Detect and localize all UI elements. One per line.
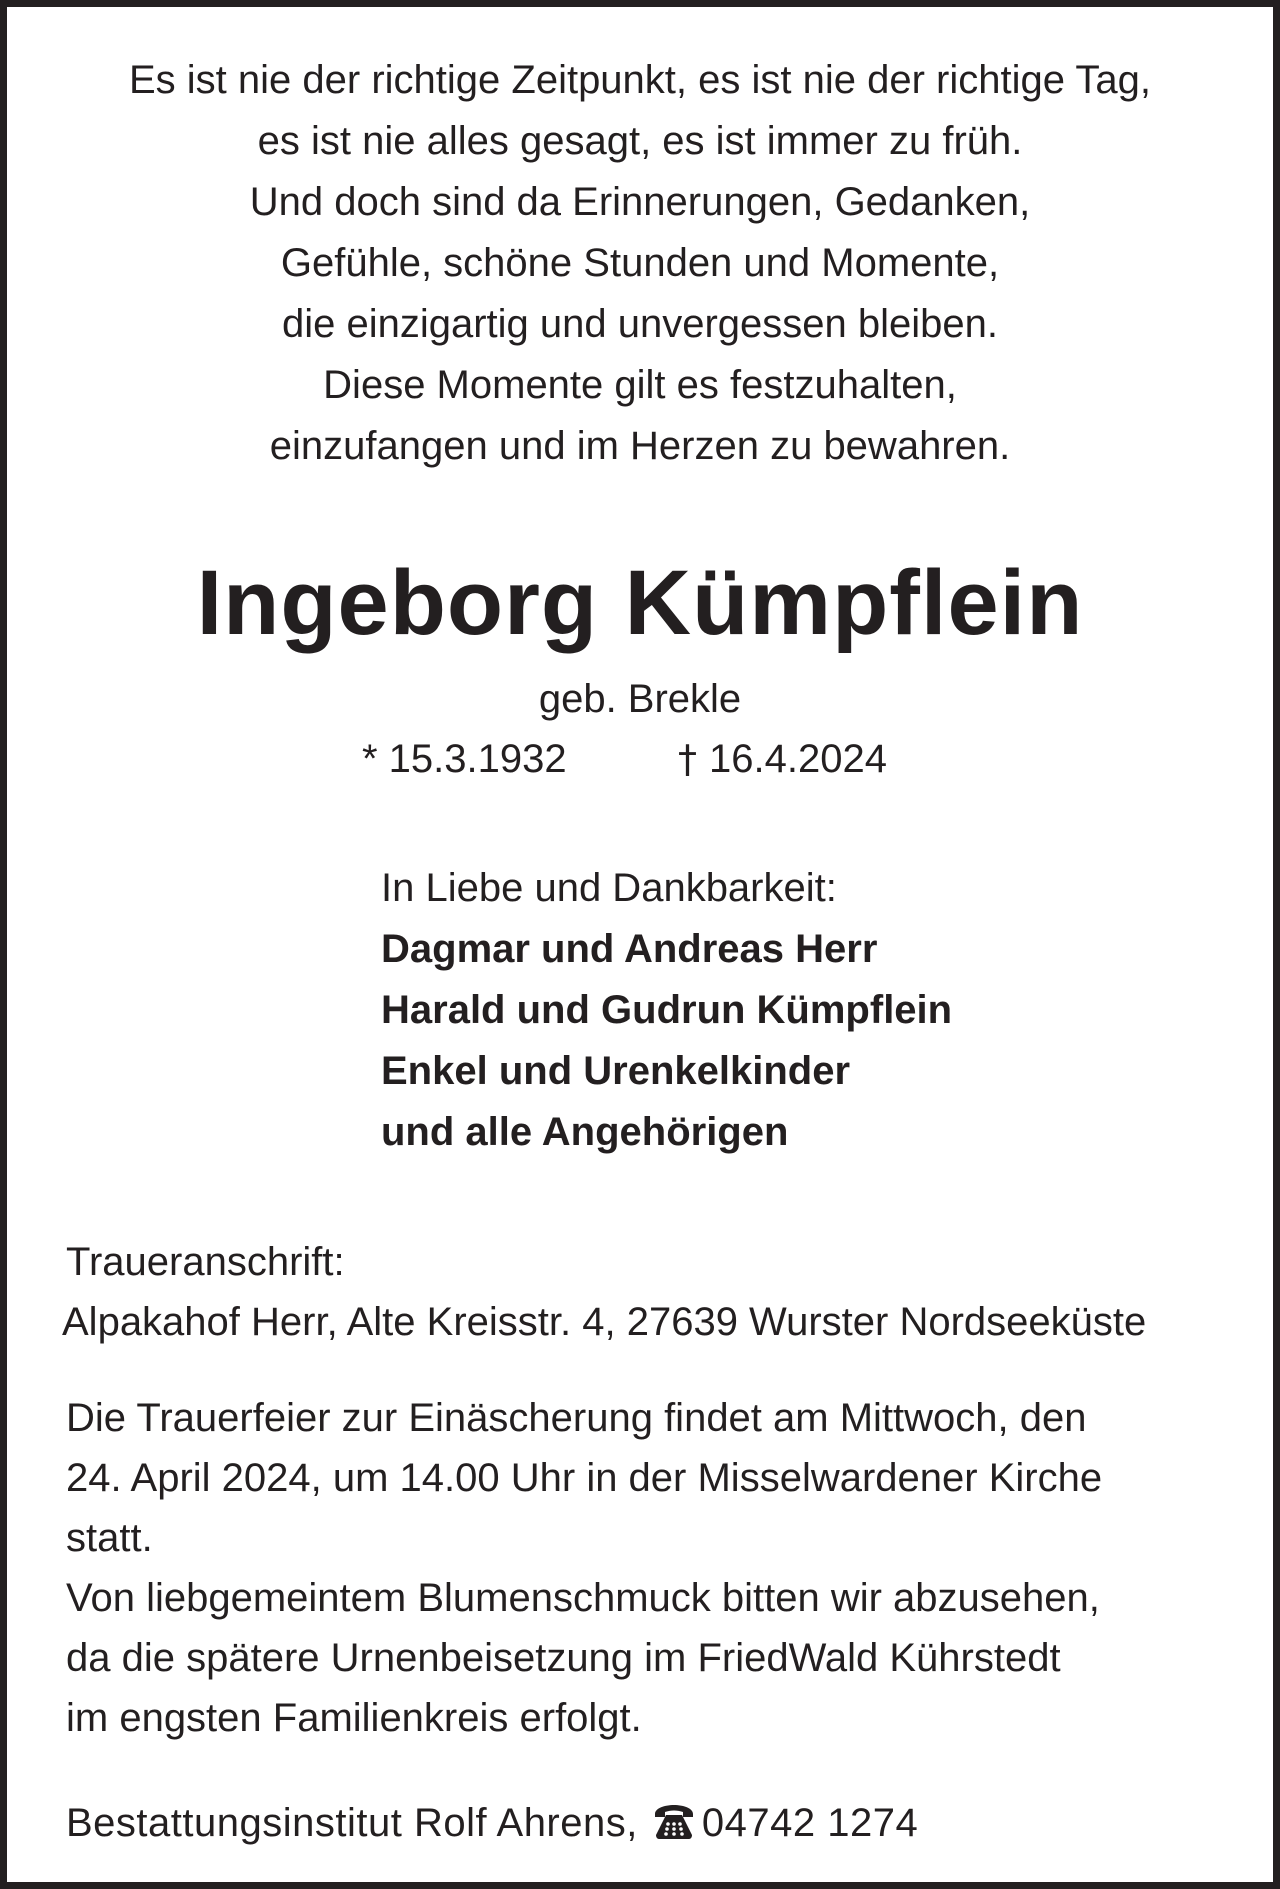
undertaker-line bbox=[66, 1793, 918, 1853]
poem-line: Gefühle, schöne Stunden und Momente, bbox=[280, 241, 1000, 285]
death-date-group bbox=[678, 734, 887, 784]
birth-date: * 15.3.1932 bbox=[362, 737, 567, 781]
undertaker-name: Bestattungsinstitut Rolf Ahrens, bbox=[66, 1801, 638, 1845]
death-date: 16.4.2024 bbox=[709, 737, 887, 781]
notice-line: da die spätere Urnenbeisetzung im FriedWald Kührstedt bbox=[66, 1636, 1061, 1680]
telephone-icon bbox=[652, 1804, 696, 1840]
poem-line: Es ist nie der richtige Zeitpunkt, es ist nie der richtige Tag, bbox=[129, 58, 1151, 102]
notice-line: 24. April 2024, um 14.00 Uhr in der Misselwardener Kirche bbox=[66, 1456, 1103, 1500]
poem-line: einzufangen und im Herzen zu bewahren. bbox=[269, 424, 1011, 468]
cross-icon: † bbox=[678, 737, 697, 781]
mourner-name: und alle Angehörigen bbox=[381, 1110, 789, 1154]
funeral-notice bbox=[66, 1388, 1226, 1748]
address-label: Traueranschrift: bbox=[66, 1240, 345, 1284]
mourners-block bbox=[381, 858, 952, 1163]
maiden-name: geb. Brekle bbox=[538, 677, 742, 721]
opening-poem bbox=[60, 50, 1220, 477]
poem-line: die einzigartig und unvergessen bleiben. bbox=[281, 302, 999, 346]
poem-line: es ist nie alles gesagt, es ist immer zu früh. bbox=[257, 119, 1023, 163]
notice-line: Die Trauerfeier zur Einäscherung findet am Mittwoch, den bbox=[66, 1396, 1087, 1440]
mourner-name: Harald und Gudrun Kümpflein bbox=[381, 988, 953, 1032]
deceased-name: Ingeborg Kümpflein bbox=[196, 552, 1084, 654]
mourner-name: Enkel und Urenkelkinder bbox=[381, 1049, 851, 1093]
notice-line: Von liebgemeintem Blumenschmuck bitten wir abzusehen, bbox=[66, 1576, 1100, 1620]
mourner-name: Dagmar und Andreas Herr bbox=[381, 927, 878, 971]
mourners-intro: In Liebe und Dankbarkeit: bbox=[381, 866, 837, 910]
poem-line: Und doch sind da Erinnerungen, Gedanken, bbox=[249, 180, 1031, 224]
notice-line: im engsten Familienkreis erfolgt. bbox=[66, 1696, 642, 1740]
poem-line: Diese Momente gilt es festzuhalten, bbox=[323, 363, 957, 407]
phone-number: 04742 1274 bbox=[701, 1801, 919, 1845]
address-value: Alpakahof Herr, Alte Kreisstr. 4, 27639 Wurster Nordseeküste bbox=[62, 1300, 1147, 1344]
notice-line: statt. bbox=[66, 1516, 153, 1560]
mourning-address bbox=[62, 1232, 1146, 1352]
